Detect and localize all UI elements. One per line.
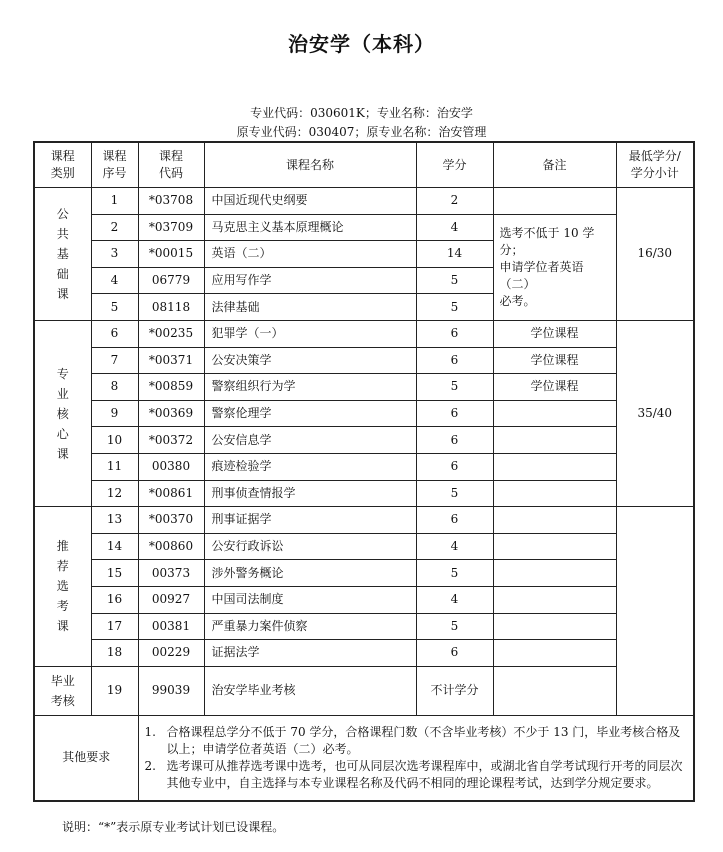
table-row-graduation xyxy=(34,666,694,715)
course-seq: 19 xyxy=(91,666,138,715)
course-name: 公安信息学 xyxy=(204,427,416,454)
course-name: 涉外警务概论 xyxy=(204,560,416,587)
course-seq: 11 xyxy=(91,453,138,480)
note-cell xyxy=(493,188,616,215)
course-name: 法律基础 xyxy=(204,294,416,321)
header-seq: 课程 序号 xyxy=(91,142,138,188)
course-name: 痕迹检验学 xyxy=(204,453,416,480)
table-row xyxy=(34,427,694,454)
course-credit: 4 xyxy=(416,533,493,560)
category-cell: 专 业 核 心 课 xyxy=(34,320,91,506)
course-credit: 6 xyxy=(416,507,493,534)
table-row xyxy=(34,400,694,427)
note-cell: 学位课程 xyxy=(493,320,616,347)
course-credit: 5 xyxy=(416,480,493,507)
note-cell xyxy=(493,427,616,454)
table-row xyxy=(34,507,694,534)
course-code: *03709 xyxy=(138,214,204,241)
course-seq: 3 xyxy=(91,241,138,268)
table-row xyxy=(34,214,694,241)
category-cell: 公 共 基 础 课 xyxy=(34,188,91,321)
note-cell: 学位课程 xyxy=(493,374,616,401)
course-credit: 6 xyxy=(416,347,493,374)
course-credit: 5 xyxy=(416,560,493,587)
note-cell xyxy=(493,400,616,427)
note-cell xyxy=(493,640,616,667)
note-cell xyxy=(493,666,616,715)
course-name: 严重暴力案件侦察 xyxy=(204,613,416,640)
course-code: 06779 xyxy=(138,267,204,294)
table-row xyxy=(34,640,694,667)
major-info-current: 专业代码：030601K；专业名称：治安学 xyxy=(250,106,473,120)
course-seq: 2 xyxy=(91,214,138,241)
requirement-number: 2. xyxy=(144,758,156,773)
note-cell xyxy=(493,613,616,640)
table-row xyxy=(34,560,694,587)
header-code: 课程 代码 xyxy=(138,142,204,188)
table-row xyxy=(34,347,694,374)
course-seq: 4 xyxy=(91,267,138,294)
course-credit: 14 xyxy=(416,241,493,268)
course-seq: 6 xyxy=(91,320,138,347)
course-code: *00372 xyxy=(138,427,204,454)
course-credit: 6 xyxy=(416,400,493,427)
course-code: 00229 xyxy=(138,640,204,667)
header-credit: 学分 xyxy=(416,142,493,188)
course-name: 公安行政诉讼 xyxy=(204,533,416,560)
note-cell xyxy=(493,586,616,613)
course-name: 证据法学 xyxy=(204,640,416,667)
requirement-item xyxy=(145,724,690,758)
course-credit: 5 xyxy=(416,374,493,401)
course-name: 公安决策学 xyxy=(204,347,416,374)
header-name: 课程名称 xyxy=(204,142,416,188)
requirement-text: 合格课程总学分不低于 70 学分，合格课程门数（不含毕业考核）不少于 13 门，毕业考核合格及以上；申请学位者英语（二）必考。 xyxy=(166,724,681,756)
major-info-original: 原专业代码：030407；原专业名称：治安管理 xyxy=(236,125,487,139)
course-code: *00860 xyxy=(138,533,204,560)
other-requirements-label: 其他要求 xyxy=(34,715,138,801)
requirement-number: 1. xyxy=(144,724,156,739)
course-credit: 4 xyxy=(416,214,493,241)
note-cell xyxy=(493,507,616,534)
course-code: 08118 xyxy=(138,294,204,321)
header-note: 备注 xyxy=(493,142,616,188)
course-credit: 5 xyxy=(416,613,493,640)
course-seq: 8 xyxy=(91,374,138,401)
category-cell: 毕业 考核 xyxy=(34,666,91,715)
course-seq: 16 xyxy=(91,586,138,613)
page-title: 治安学（本科） xyxy=(288,32,435,56)
course-credit: 6 xyxy=(416,427,493,454)
course-code: *00371 xyxy=(138,347,204,374)
note-cell xyxy=(493,453,616,480)
course-credit: 4 xyxy=(416,586,493,613)
table-row xyxy=(34,613,694,640)
table-row xyxy=(34,533,694,560)
table-row xyxy=(34,586,694,613)
course-code: *00859 xyxy=(138,374,204,401)
course-code: *00015 xyxy=(138,241,204,268)
table-row xyxy=(34,374,694,401)
course-code: 00373 xyxy=(138,560,204,587)
note-cell xyxy=(493,533,616,560)
course-credit: 不计学分 xyxy=(416,666,493,715)
course-name: 中国司法制度 xyxy=(204,586,416,613)
other-requirements-content xyxy=(138,715,694,801)
course-name: 刑事证据学 xyxy=(204,507,416,534)
note-cell: 选考不低于 10 学分； 申请学位者英语（二） 必考。 xyxy=(493,214,616,320)
course-name: 警察伦理学 xyxy=(204,400,416,427)
course-code: 00380 xyxy=(138,453,204,480)
table-row xyxy=(34,480,694,507)
course-seq: 13 xyxy=(91,507,138,534)
course-credit: 6 xyxy=(416,453,493,480)
table-row xyxy=(34,453,694,480)
course-name: 犯罪学（一） xyxy=(204,320,416,347)
course-seq: 14 xyxy=(91,533,138,560)
course-name: 应用写作学 xyxy=(204,267,416,294)
note-cell xyxy=(493,560,616,587)
header-min-credit: 最低学分/ 学分小计 xyxy=(616,142,694,188)
course-name: 刑事侦查情报学 xyxy=(204,480,416,507)
course-name: 治安学毕业考核 xyxy=(204,666,416,715)
min-credit-cell xyxy=(616,507,694,716)
course-seq: 10 xyxy=(91,427,138,454)
note-cell: 学位课程 xyxy=(493,347,616,374)
course-code: 00381 xyxy=(138,613,204,640)
course-credit: 6 xyxy=(416,640,493,667)
course-seq: 15 xyxy=(91,560,138,587)
min-credit-cell: 16/30 xyxy=(616,188,694,321)
course-code: *00369 xyxy=(138,400,204,427)
course-code: 99039 xyxy=(138,666,204,715)
course-seq: 1 xyxy=(91,188,138,215)
course-code: 00927 xyxy=(138,586,204,613)
course-code: *00235 xyxy=(138,320,204,347)
course-seq: 18 xyxy=(91,640,138,667)
course-name: 英语（二） xyxy=(204,241,416,268)
min-credit-cell: 35/40 xyxy=(616,320,694,506)
course-seq: 5 xyxy=(91,294,138,321)
course-name: 马克思主义基本原理概论 xyxy=(204,214,416,241)
course-seq: 9 xyxy=(91,400,138,427)
requirement-item xyxy=(145,758,690,792)
course-table xyxy=(33,141,695,802)
course-seq: 7 xyxy=(91,347,138,374)
course-seq: 17 xyxy=(91,613,138,640)
footnote: 说明：“*”表示原专业考试计划已设课程。 xyxy=(62,820,285,834)
table-row xyxy=(34,188,694,215)
course-name: 中国近现代史纲要 xyxy=(204,188,416,215)
course-code: *03708 xyxy=(138,188,204,215)
course-credit: 5 xyxy=(416,294,493,321)
header-category: 课程 类别 xyxy=(34,142,91,188)
category-cell: 推 荐 选 考 课 xyxy=(34,507,91,667)
table-row xyxy=(34,320,694,347)
course-name: 警察组织行为学 xyxy=(204,374,416,401)
course-code: *00861 xyxy=(138,480,204,507)
course-credit: 5 xyxy=(416,267,493,294)
table-header-row xyxy=(34,142,694,188)
course-credit: 2 xyxy=(416,188,493,215)
course-code: *00370 xyxy=(138,507,204,534)
course-credit: 6 xyxy=(416,320,493,347)
note-cell xyxy=(493,480,616,507)
requirement-text: 选考课可从推荐选考课中选考，也可从同层次选考课程库中，或湖北省自学考试现行开考的同层次其他专业中，自主选择与本专业课程名称及代码不相同的理论课程考试，达到学分规定要求。 xyxy=(166,758,683,790)
course-seq: 12 xyxy=(91,480,138,507)
table-row-other-requirements xyxy=(34,715,694,801)
